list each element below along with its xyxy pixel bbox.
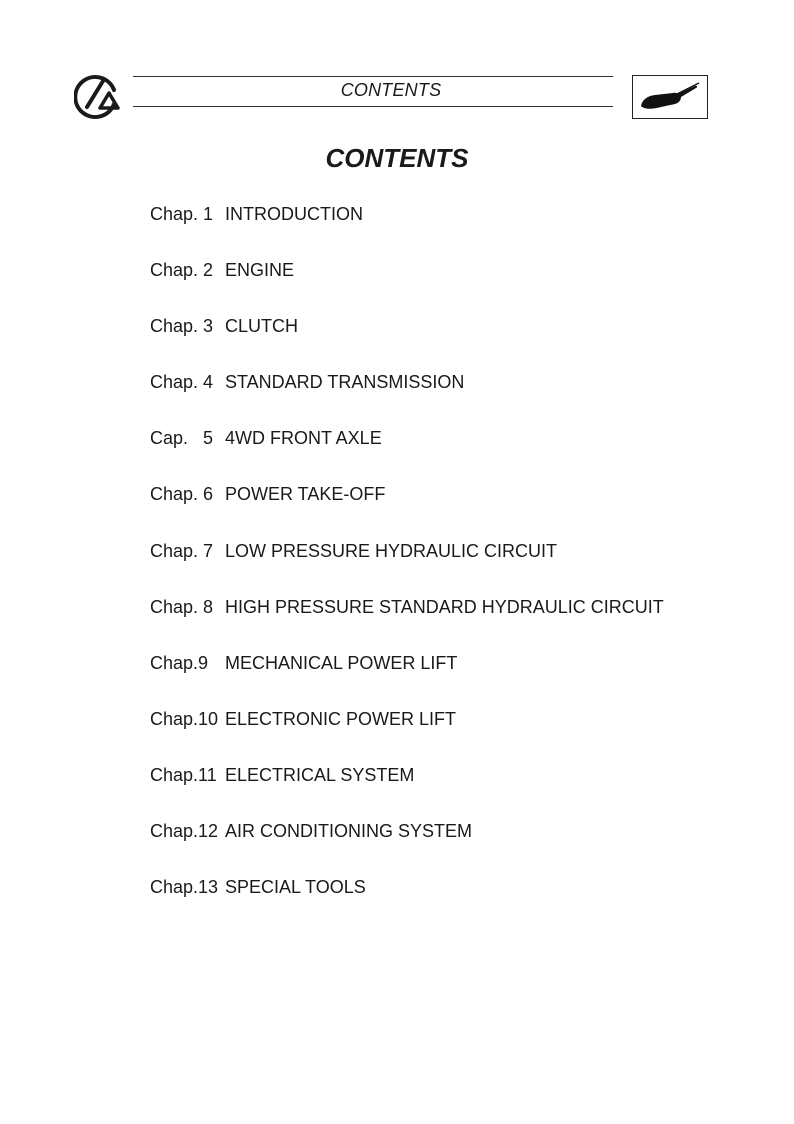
toc-item[interactable] xyxy=(150,540,664,596)
chapter-number: Chap. 7 xyxy=(150,540,214,561)
chapter-title: ELECTRICAL SYSTEM xyxy=(225,764,415,785)
toc-item[interactable] xyxy=(150,203,664,259)
page-title: CONTENTS xyxy=(325,143,469,173)
toc-item[interactable] xyxy=(150,259,664,315)
chapter-title: MECHANICAL POWER LIFT xyxy=(225,652,458,673)
chapter-title: 4WD FRONT AXLE xyxy=(225,428,382,449)
chapter-number: Chap. 2 xyxy=(150,260,214,281)
toc-item[interactable] xyxy=(150,652,664,708)
toc-item[interactable] xyxy=(150,820,664,876)
chapter-number: Chap. 4 xyxy=(150,372,214,393)
toc-item[interactable] xyxy=(150,371,664,427)
chapter-number: Chap.10 xyxy=(150,708,219,729)
hand-pointer-icon xyxy=(633,76,709,120)
chapter-number: Chap.11 xyxy=(150,764,217,785)
chapter-number: Cap. 5 xyxy=(150,428,214,449)
chapter-number: Chap.9 xyxy=(150,652,209,673)
chapter-number: Chap. 6 xyxy=(150,484,214,505)
chapter-title: STANDARD TRANSMISSION xyxy=(225,372,465,393)
toc-item[interactable] xyxy=(150,427,664,483)
brand-logo-icon xyxy=(74,74,120,120)
chapter-title: SPECIAL TOOLS xyxy=(225,877,366,898)
chapter-title: LOW PRESSURE HYDRAULIC CIRCUIT xyxy=(225,540,558,561)
chapter-title: ELECTRONIC POWER LIFT xyxy=(225,708,457,729)
chapter-number: Chap.13 xyxy=(150,877,219,898)
toc-item[interactable] xyxy=(150,708,664,764)
chapter-title: POWER TAKE-OFF xyxy=(225,484,386,505)
header-top-rule xyxy=(133,76,613,77)
chapter-number: Chap. 3 xyxy=(150,316,214,337)
chapter-number: Chap. 1 xyxy=(150,204,214,224)
chapter-title: HIGH PRESSURE STANDARD HYDRAULIC CIRCUIT xyxy=(225,596,664,617)
chapter-title: ENGINE xyxy=(225,260,295,281)
header-bottom-rule xyxy=(133,106,613,107)
toc-item[interactable] xyxy=(150,876,664,932)
table-of-contents xyxy=(150,203,664,932)
chapter-title: CLUTCH xyxy=(225,316,299,337)
toc-item[interactable] xyxy=(150,764,664,820)
chapter-title: AIR CONDITIONING SYSTEM xyxy=(225,821,473,842)
toc-item[interactable] xyxy=(150,483,664,539)
toc-item[interactable] xyxy=(150,596,664,652)
section-icon-box xyxy=(632,75,708,119)
header-title: CONTENTS xyxy=(340,80,442,100)
chapter-title: INTRODUCTION xyxy=(225,204,363,224)
chapter-number: Chap.12 xyxy=(150,821,219,842)
chapter-number: Chap. 8 xyxy=(150,596,214,617)
toc-item[interactable] xyxy=(150,315,664,371)
